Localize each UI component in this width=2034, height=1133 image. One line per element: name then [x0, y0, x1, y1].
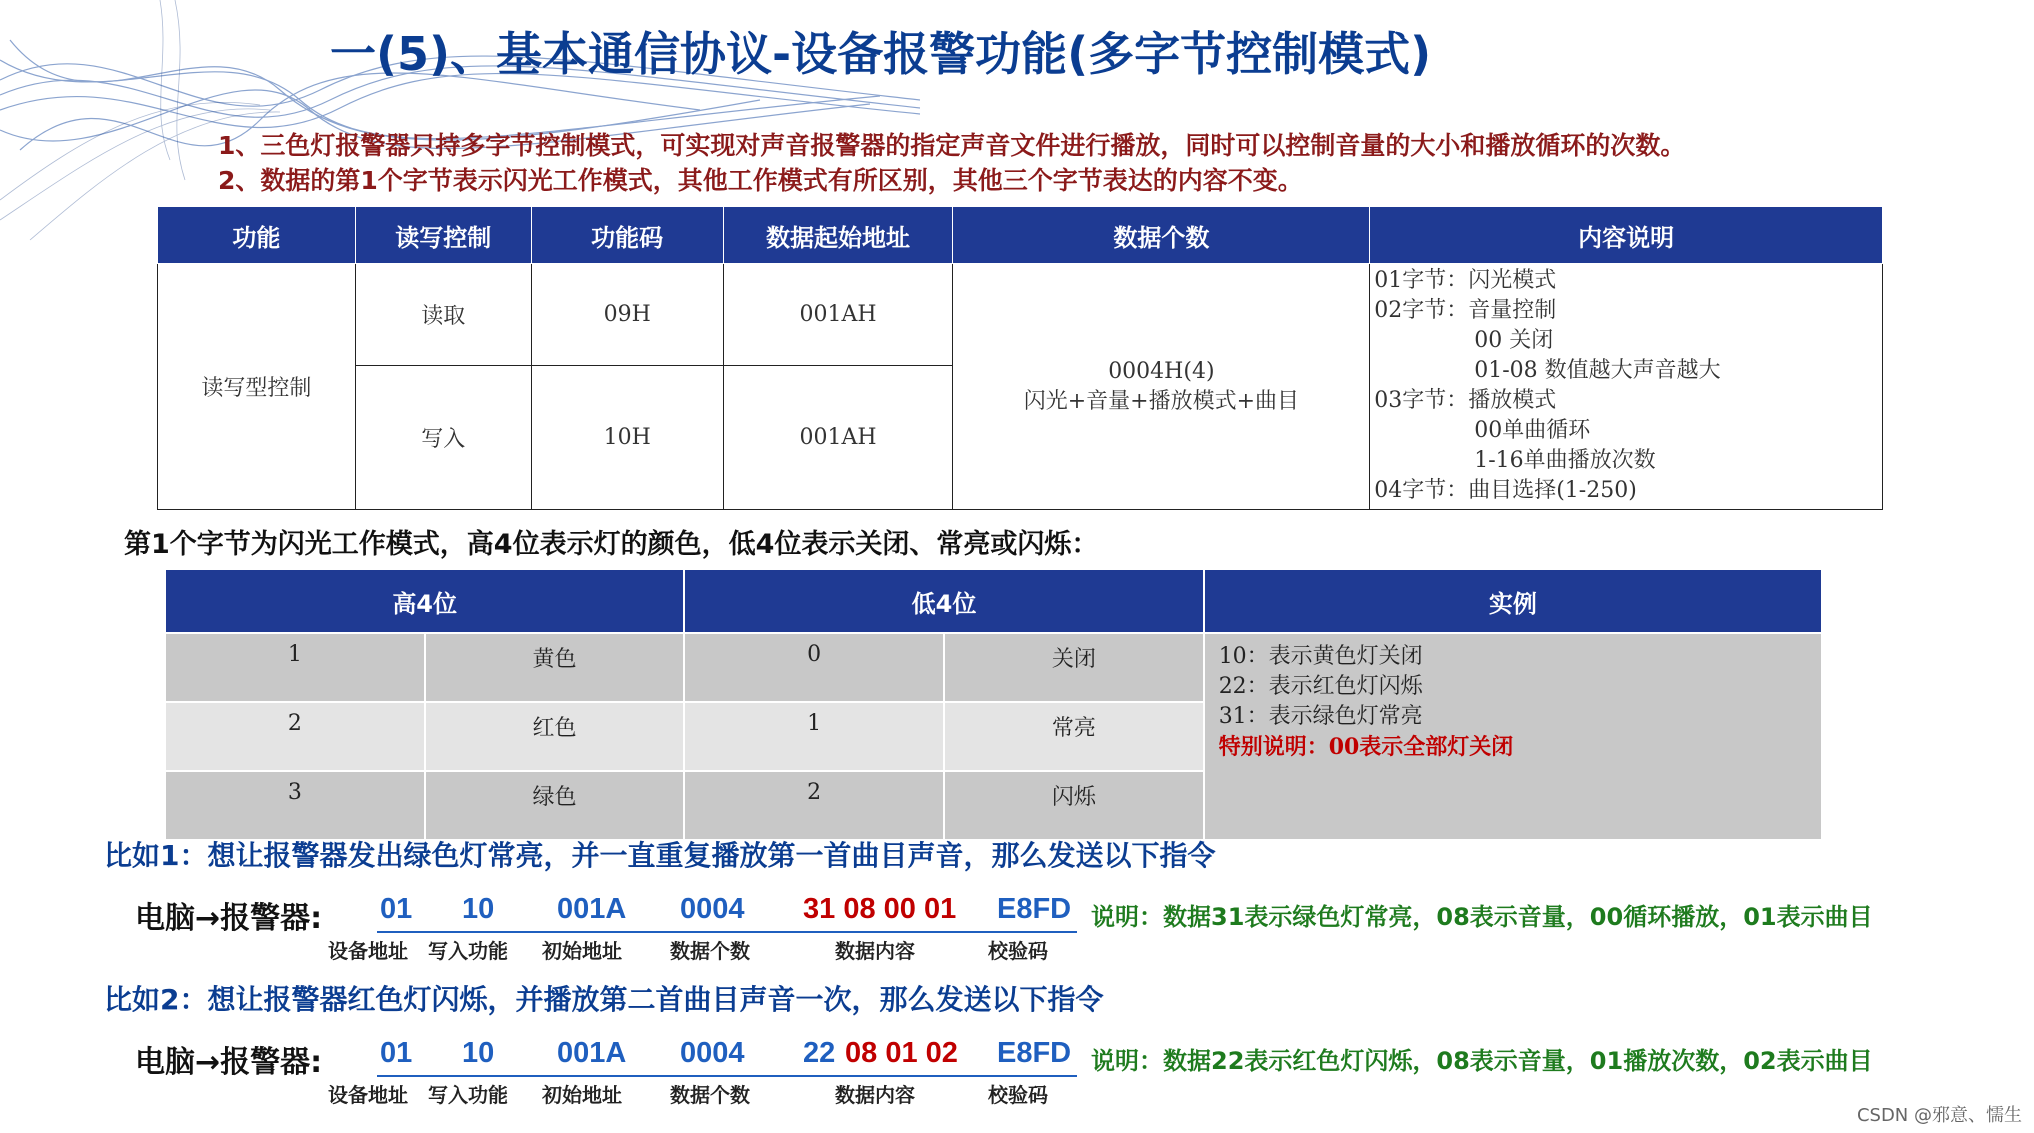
addr-cell: 001AH: [723, 264, 953, 366]
color-value: 红色: [425, 702, 685, 771]
start-field: 001A: [557, 1037, 627, 1069]
flash-mode-table: [164, 568, 1823, 841]
desc-line: 02字节：音量控制: [1374, 298, 1557, 323]
table-header-row: [158, 207, 1883, 264]
page-title: 一(5)、基本通信协议-设备报警功能(多字节控制模式): [330, 27, 1432, 81]
crc-field: E8FD: [997, 1037, 1072, 1069]
desc-line: 01-08 数值越大声音越大: [1474, 358, 1721, 383]
field-caption: 数据个数: [670, 1083, 750, 1107]
field-caption: 初始地址: [542, 939, 622, 963]
direction-label: 电脑→报警器:: [135, 1045, 323, 1080]
table-row: [158, 264, 1883, 366]
state-value: 闪烁: [944, 771, 1204, 840]
func-field: 10: [462, 893, 495, 925]
count-cell: [953, 264, 1370, 510]
command-underline: [377, 1075, 1077, 1077]
example-line: 10：表示黄色灯关闭: [1218, 644, 1423, 669]
desc-line: 00 关闭: [1474, 328, 1554, 353]
code-cell: 10H: [531, 366, 723, 510]
desc-line: 1-16单曲播放次数: [1474, 448, 1656, 473]
rw-cell: 读取: [355, 264, 531, 366]
example1-command: [135, 893, 1895, 973]
protocol-table: [157, 206, 1883, 510]
count-detail: 闪光+音量+播放模式+曲目: [1023, 388, 1300, 414]
rw-cell: 写入: [355, 366, 531, 510]
count-field: 0004: [680, 1037, 745, 1069]
field-caption: 写入功能: [428, 1083, 508, 1107]
col-header: 数据个数: [953, 207, 1370, 264]
start-field: 001A: [557, 893, 627, 925]
table-row: [165, 633, 1822, 702]
lo-value: 0: [684, 633, 944, 702]
example2-command: [135, 1037, 1895, 1117]
hi-value: 3: [165, 771, 425, 840]
field-caption: 数据内容: [835, 939, 915, 963]
field-caption: 设备地址: [328, 1083, 408, 1107]
col-header: 高4位: [165, 569, 684, 633]
example2-text: 比如2：想让报警器红色灯闪烁，并播放第二首曲目声音一次，那么发送以下指令: [104, 983, 1104, 1016]
state-value: 关闭: [944, 633, 1204, 702]
col-header: 数据起始地址: [723, 207, 953, 264]
direction-label: 电脑→报警器:: [135, 901, 323, 936]
example-line: 31：表示绿色灯常亮: [1218, 704, 1423, 729]
data-prefix-field: 22: [803, 1037, 836, 1069]
hi-value: 1: [165, 633, 425, 702]
data-field: 31 08 00 01: [803, 893, 957, 925]
col-header: 功能: [158, 207, 356, 264]
count-field: 0004: [680, 893, 745, 925]
note-line: 2、数据的第1个字节表示闪光工作模式，其他工作模式有所区别，其他三个字节表达的内容不变。: [218, 166, 1303, 195]
field-caption: 写入功能: [428, 939, 508, 963]
flash-mode-subtitle: 第1个字节为闪光工作模式，高4位表示灯的颜色，低4位表示关闭、常亮或闪烁：: [124, 529, 1099, 560]
note-line: 1、三色灯报警器只持多字节控制模式，可实现对声音报警器的指定声音文件进行播放，同时可以控制音量的大小和播放循环的次数。: [218, 131, 1686, 160]
func-field: 10: [462, 1037, 495, 1069]
field-caption: 校验码: [988, 1083, 1048, 1107]
code-cell: 09H: [531, 264, 723, 366]
addr-field: 01: [380, 1037, 413, 1069]
col-header: 读写控制: [355, 207, 531, 264]
intro-notes: [218, 128, 1685, 198]
col-header: 内容说明: [1370, 207, 1883, 264]
desc-line: 01字节：闪光模式: [1374, 268, 1557, 293]
color-value: 绿色: [425, 771, 685, 840]
examples-cell: [1204, 633, 1822, 840]
explanation-note: 说明：数据31表示绿色灯常亮，08表示音量，00循环播放，01表示曲目: [1091, 903, 1873, 931]
field-caption: 校验码: [988, 939, 1048, 963]
desc-line: 04字节：曲目选择(1-250): [1374, 478, 1637, 503]
description-cell: [1370, 264, 1883, 510]
addr-cell: 001AH: [723, 366, 953, 510]
command-underline: [377, 931, 1077, 933]
lo-value: 2: [684, 771, 944, 840]
footer-watermark: CSDN @邪意、懦生: [1856, 1105, 2022, 1126]
desc-line: 00单曲循环: [1474, 418, 1591, 443]
color-value: 黄色: [425, 633, 685, 702]
count-value: 0004H(4): [1108, 358, 1215, 384]
function-cell: 读写型控制: [158, 264, 356, 510]
table-header-row: [165, 569, 1822, 633]
explanation-note: 说明：数据22表示红色灯闪烁，08表示音量，01播放次数，02表示曲目: [1091, 1047, 1873, 1075]
addr-field: 01: [380, 893, 413, 925]
field-caption: 设备地址: [328, 939, 408, 963]
desc-line: 03字节：播放模式: [1374, 388, 1557, 413]
field-caption: 初始地址: [542, 1083, 622, 1107]
col-header: 实例: [1204, 569, 1822, 633]
state-value: 常亮: [944, 702, 1204, 771]
hi-value: 2: [165, 702, 425, 771]
lo-value: 1: [684, 702, 944, 771]
special-note: 特别说明：00表示全部灯关闭: [1218, 734, 1514, 760]
data-field: 08 01 02: [845, 1037, 958, 1069]
field-caption: 数据内容: [835, 1083, 915, 1107]
example-line: 22：表示红色灯闪烁: [1218, 674, 1423, 699]
field-caption: 数据个数: [670, 939, 750, 963]
crc-field: E8FD: [997, 893, 1072, 925]
col-header: 功能码: [531, 207, 723, 264]
col-header: 低4位: [684, 569, 1203, 633]
example1-text: 比如1：想让报警器发出绿色灯常亮，并一直重复播放第一首曲目声音，那么发送以下指令: [104, 839, 1216, 872]
